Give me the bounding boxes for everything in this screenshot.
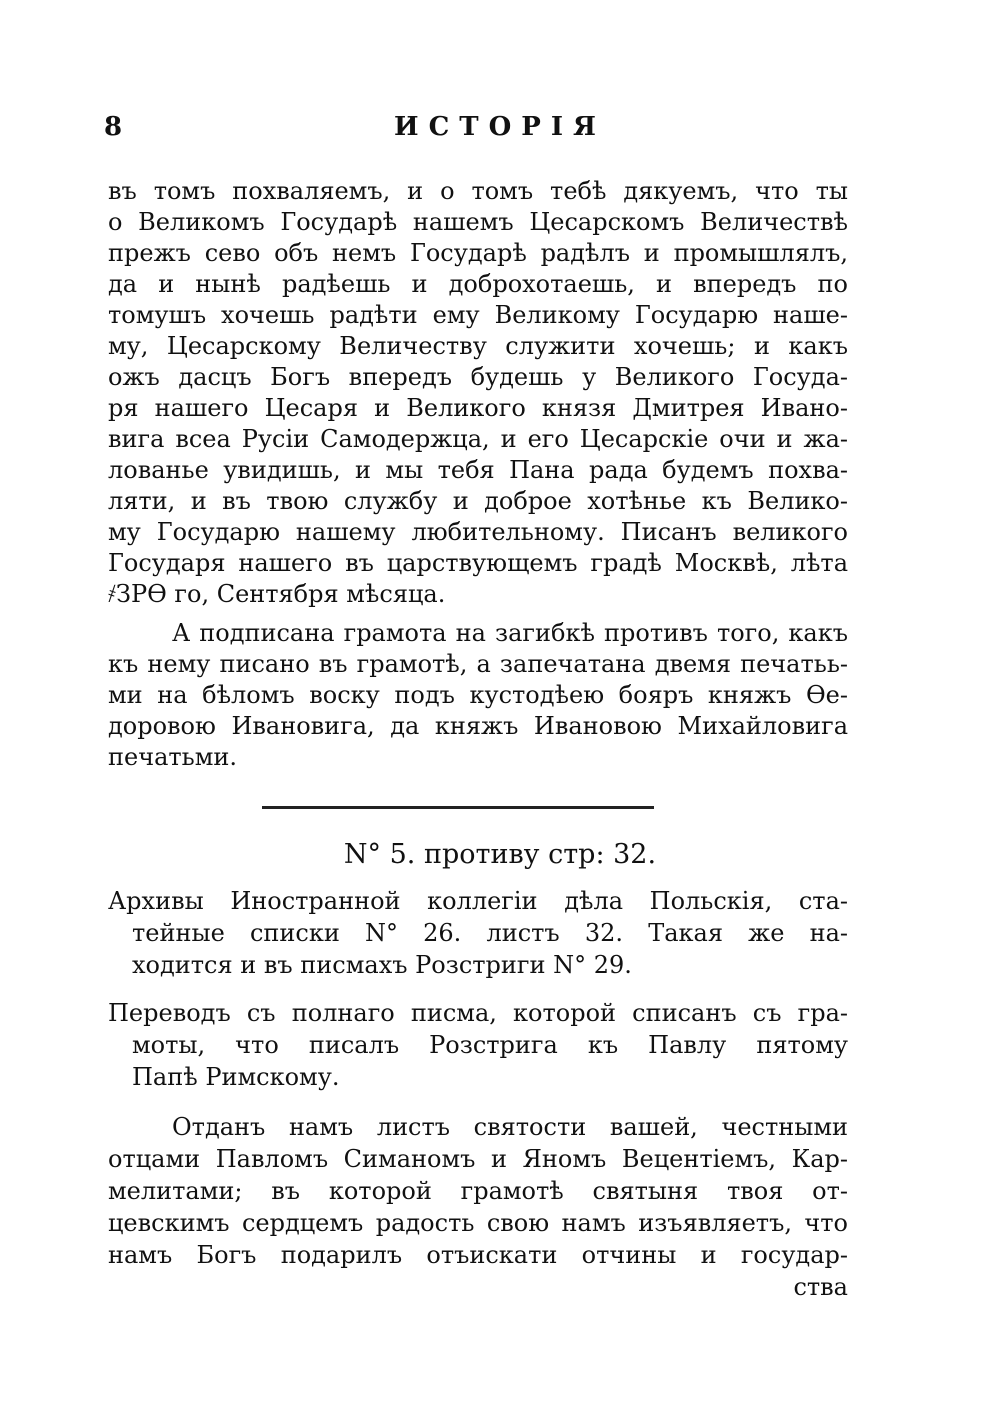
text-line: томушъ хочешь радѣти ему Великому Государю наше- xyxy=(108,301,848,329)
text-line: прежъ сево объ немъ Государѣ радѣлъ и промышлялъ, xyxy=(108,239,848,267)
text-line: му Государю нашему любительному. Писанъ великого xyxy=(108,518,848,546)
title-line: моты, что писалъ Розстрига къ Павлу пятому xyxy=(132,1031,848,1059)
text-line: ҂ЗРѲ го, Сентября мѣсяца. xyxy=(108,580,446,608)
text-line: ря нашего Цесаря и Великого князя Дмитрея Ивано- xyxy=(108,394,848,422)
running-head: ИСТОРІЯ xyxy=(394,112,606,142)
source-line: тейные списки N° 26. листъ 32. Такая же на- xyxy=(132,919,848,947)
text-line: вига всеа Русіи Самодержца, и его Цесарскіе очи и жа- xyxy=(108,425,848,453)
text-line: Государя нашего въ царствующемъ градѣ Москвѣ, лѣта xyxy=(108,549,848,577)
text-line: лованье увидишь, и мы тебя Пана рада будемъ похва- xyxy=(108,456,848,484)
text-line: ляти, и въ твою службу и доброе хотѣнье къ Велико- xyxy=(108,487,848,515)
note-line: А подписана грамота на загибкѣ противъ того, какъ xyxy=(172,619,848,647)
body-line: намъ Богъ подарилъ отъискати отчины и государ- xyxy=(108,1241,848,1269)
source-line: ходится и въ писмахъ Розстриги N° 29. xyxy=(132,951,632,979)
note-line: ми на бѣломъ воску подъ кустодѣею бояръ княжъ Ѳе- xyxy=(108,681,848,709)
note-line: печатьми. xyxy=(108,743,238,771)
body-line: Отданъ намъ листъ святости вашей, честными xyxy=(172,1113,848,1141)
body-line: цевскимъ сердцемъ радость свою намъ изъявляетъ, что xyxy=(108,1209,848,1237)
page-number: 8 xyxy=(104,112,123,142)
body-line: мелитами; въ которой грамотѣ святыня твоя от- xyxy=(108,1177,848,1205)
text-line: му, Цесарскому Величеству служити хочешь; и какъ xyxy=(108,332,848,360)
note-line: доровою Ивановига, да княжъ Ивановою Михайловига xyxy=(108,712,848,740)
title-line: Папѣ Римскому. xyxy=(132,1063,340,1091)
body-line: отцами Павломъ Симаномъ и Яномъ Вецентіемъ, Кар- xyxy=(108,1145,848,1173)
section-divider xyxy=(262,806,654,809)
text-line: въ томъ похваляемъ, и о томъ тебѣ дякуемъ, что ты xyxy=(108,177,848,205)
text-line: о Великомъ Государѣ нашемъ Цесарскомъ Величествѣ xyxy=(108,208,848,236)
catchword: ства xyxy=(793,1273,848,1301)
source-line: Архивы Иностранной коллегіи дѣла Польскія, ста- xyxy=(108,887,848,915)
title-line: Переводъ съ полнаго писма, которой списанъ съ гра- xyxy=(108,999,848,1027)
text-line: ожъ дасцъ Богъ впередъ будешь у Великого Госуда- xyxy=(108,363,848,391)
section-heading: N° 5. противу стр: 32. xyxy=(343,839,657,870)
note-line: къ нему писано въ грамотѣ, а запечатана двемя печатьь- xyxy=(108,650,848,678)
text-line: да и нынѣ радѣешь и доброхотаешь, и впередъ по xyxy=(108,270,848,298)
